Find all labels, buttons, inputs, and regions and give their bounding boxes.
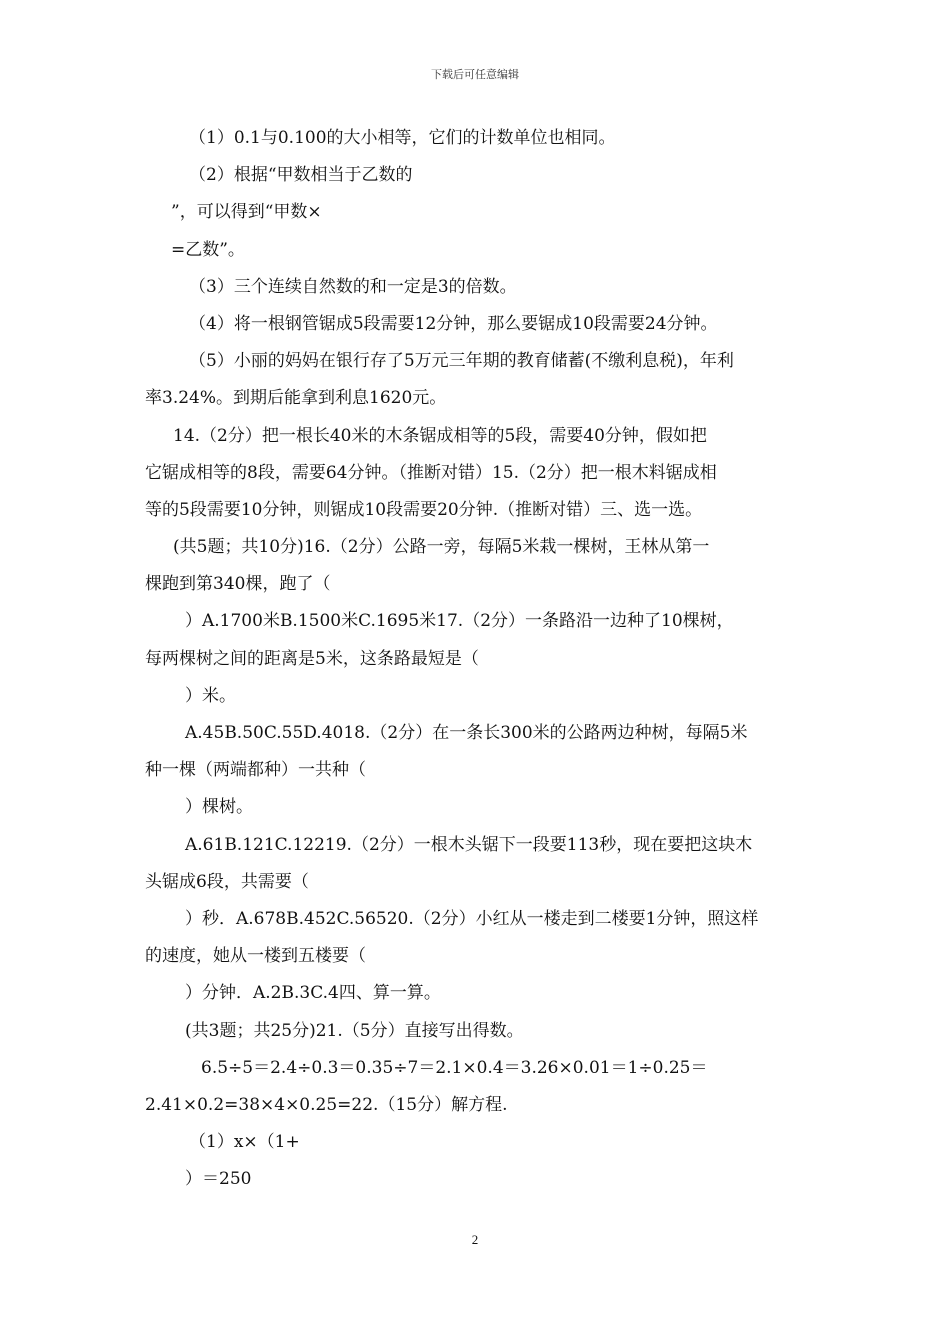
text-line: =乙数”。	[171, 239, 245, 260]
text-line: (共3题；共25分)21.（5分）直接写出得数。	[185, 1020, 524, 1041]
text-line: 6.5÷5＝2.4÷0.3＝0.35÷7＝2.1×0.4＝3.26×0.01＝1÷0.25＝	[201, 1057, 708, 1078]
text-line: （1）x×（1+	[189, 1132, 300, 1153]
text-line: 的速度，她从一楼到五楼要（	[145, 946, 366, 967]
page-header: 下载后可任意编辑	[431, 68, 519, 81]
text-line: ）米。	[185, 685, 236, 706]
text-line: （5）小丽的妈妈在银行存了5万元三年期的教育储蓄(不缴利息税)，年利	[189, 351, 734, 372]
text-line: ）分钟．A.2B.3C.4四、算一算。	[185, 983, 441, 1004]
page-number: 2	[471, 1232, 479, 1247]
text-line: （2）根据“甲数相当于乙数的	[189, 165, 413, 186]
text-line: 率3.24%。到期后能拿到利息1620元。	[145, 388, 447, 409]
text-line: （3）三个连续自然数的和一定是3的倍数。	[189, 276, 517, 297]
text-line: ）秒．A.678B.452C.56520.（2分）小红从一楼走到二楼要1分钟，照这样	[185, 908, 759, 929]
text-line: 2.41×0.2=38×4×0.25=22.（15分）解方程.	[145, 1094, 508, 1115]
text-line: 种一棵（两端都种）一共种（	[145, 760, 366, 781]
text-line: ）＝250	[185, 1169, 252, 1190]
text-line: 等的5段需要10分钟，则锯成10段需要20分钟.（推断对错）三、选一选。	[145, 499, 703, 520]
text-line: ）棵树。	[185, 797, 253, 818]
text-line: （1）0.1与0.100的大小相等，它们的计数单位也相同。	[189, 128, 616, 148]
text-line: 头锯成6段，共需要（	[145, 871, 309, 892]
text-line: 14.（2分）把一根长40米的木条锯成相等的5段，需要40分钟，假如把	[173, 425, 707, 446]
text-line: 它锯成相等的8段，需要64分钟。（推断对错）15.（2分）把一根木料锯成相	[145, 462, 717, 483]
text-line: A.45B.50C.55D.4018.（2分）在一条长300米的公路两边种树，每隔5米	[185, 723, 748, 743]
text-line: 每两棵树之间的距离是5米，这条路最短是（	[145, 648, 479, 669]
text-line: (共5题；共10分)16.（2分）公路一旁，每隔5米栽一棵树，王林从第一	[173, 537, 710, 558]
text-line: 棵跑到第340棵，跑了（	[145, 574, 331, 595]
text-line: ”，可以得到“甲数×	[171, 202, 322, 223]
text-line: （4）将一根钢管锯成5段需要12分钟，那么要锯成10段需要24分钟。	[189, 313, 718, 334]
text-line: ）A.1700米B.1500米C.1695米17.（2分）一条路沿一边种了10棵树，	[185, 611, 734, 632]
document-body	[145, 120, 810, 1198]
text-line: A.61B.121C.12219.（2分）一根木头锯下一段要113秒，现在要把这块木	[185, 834, 753, 855]
